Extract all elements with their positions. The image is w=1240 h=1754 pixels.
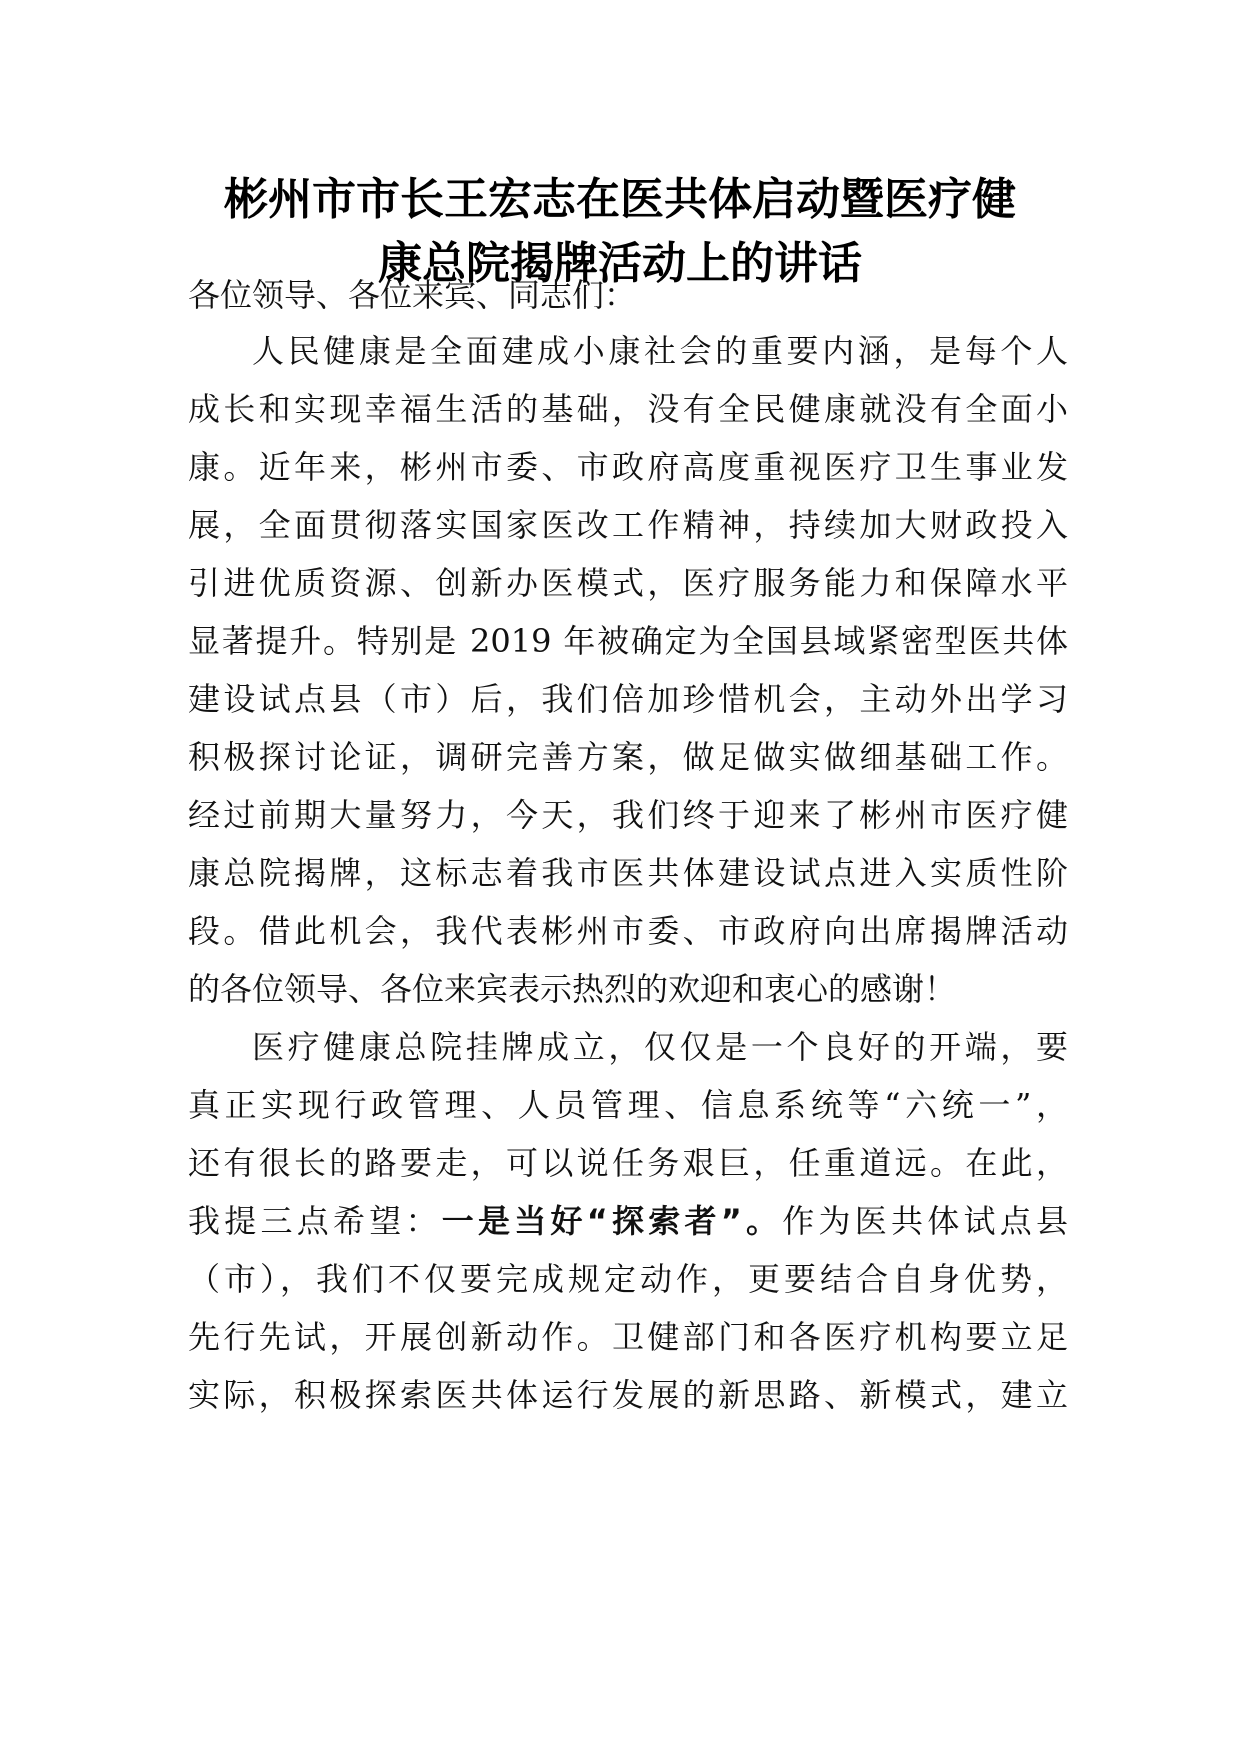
paragraph-2-text: 我提三点希望： — [188, 1202, 442, 1240]
paragraph-1-line: 建设试点县（市）后，我们倍加珍惜机会，主动外出学习 — [188, 680, 1068, 718]
paragraph-2-line: （市），我们不仅要完成规定动作，更要结合自身优势， — [188, 1260, 1068, 1298]
paragraph-2-line: 先行先试，开展创新动作。卫健部门和各医疗机构要立足 — [188, 1318, 1068, 1356]
paragraph-1-line: 展，全面贯彻落实国家医改工作精神，持续加大财政投入 — [188, 506, 1068, 544]
paragraph-1-line: 引进优质资源、创新办医模式，医疗服务能力和保障水平 — [188, 564, 1068, 602]
paragraph-1-line: 人民健康是全面建成小康社会的重要内涵，是每个人 — [252, 332, 1068, 370]
paragraph-2-line: 还有很长的路要走，可以说任务艰巨，任重道远。在此， — [188, 1144, 1068, 1182]
paragraph-1-line: 康。近年来，彬州市委、市政府高度重视医疗卫生事业发 — [188, 448, 1068, 486]
paragraph-2-line: 真正实现行政管理、人员管理、信息系统等“六统一”， — [188, 1086, 1068, 1124]
paragraph-2-line-with-emphasis — [188, 1198, 1068, 1244]
paragraph-1-line: 显著提升。特别是 2019 年被确定为全国县域紧密型医共体 — [188, 622, 1068, 660]
paragraph-1-line: 积极探讨论证，调研完善方案，做足做实做细基础工作。 — [188, 738, 1068, 776]
paragraph-2-text: 作为医共体试点县 — [782, 1202, 1068, 1240]
paragraph-1-line: 段。借此机会，我代表彬州市委、市政府向出席揭牌活动 — [188, 912, 1068, 950]
paragraph-2-line: 实际，积极探索医共体运行发展的新思路、新模式，建立 — [188, 1376, 1068, 1414]
paragraph-1-line: 成长和实现幸福生活的基础，没有全民健康就没有全面小 — [188, 390, 1068, 428]
document-title-line-2: 康总院揭牌活动上的讲话 — [378, 238, 862, 289]
paragraph-2-line: 医疗健康总院挂牌成立，仅仅是一个良好的开端，要 — [252, 1028, 1068, 1066]
paragraph-1-line: 康总院揭牌，这标志着我市医共体建设试点进入实质性阶 — [188, 854, 1068, 892]
salutation: 各位领导、各位来宾、同志们： — [188, 276, 637, 314]
emphasis-point-one: 一是当好“探索者”。 — [441, 1202, 783, 1240]
document-title-line-1: 彬州市市长王宏志在医共体启动暨医疗健 — [224, 174, 1016, 225]
paragraph-1-line: 经过前期大量努力，今天，我们终于迎来了彬州市医疗健 — [188, 796, 1068, 834]
paragraph-1-line: 的各位领导、各位来宾表示热烈的欢迎和衷心的感谢！ — [188, 970, 957, 1008]
